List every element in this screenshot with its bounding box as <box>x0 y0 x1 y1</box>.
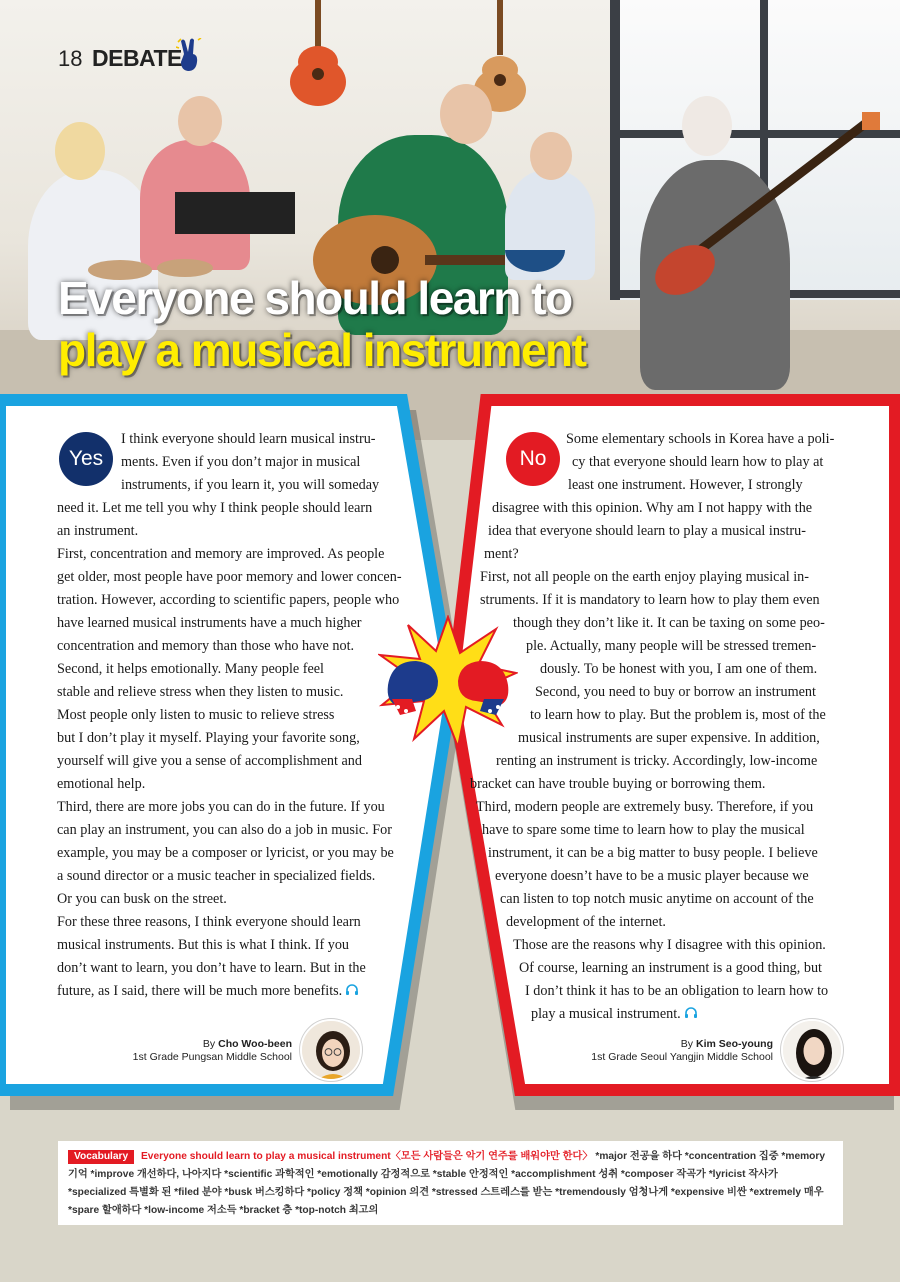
text-line: musical instruments are super expensive. In addition, <box>518 730 820 746</box>
text-line: tration. However, according to scientific papers, people who <box>57 592 400 608</box>
no-byline: By Kim Seo-young 1st Grade Seoul Yangjin Middle School <box>580 1038 773 1064</box>
no-argument <box>460 428 880 1026</box>
headphones-icon <box>684 1007 698 1019</box>
text-line: For these three reasons, I think everyone should learn <box>57 914 361 930</box>
text-line: development of the internet. <box>506 914 666 930</box>
text-line: Second, it helps emotionally. Many people feel <box>57 661 324 677</box>
text-line: I think everyone should learn musical instru- <box>121 431 376 447</box>
vocabulary-tag: Vocabulary <box>68 1150 134 1164</box>
text-line: idea that everyone should learn to play a musical instru- <box>488 523 806 539</box>
no-author: Kim Seo-young <box>695 1038 773 1050</box>
text-line: Of course, learning an instrument is a good thing, but <box>519 960 823 976</box>
text-line: instruments, if you learn it, you will someday <box>121 477 380 493</box>
text-line: musical instruments. But this is what I think. If you <box>57 937 350 953</box>
victory-hand-icon <box>176 38 204 72</box>
text-line: bracket can have trouble buying or borrowing them. <box>470 776 766 792</box>
bass-guitar-illustration <box>640 110 890 310</box>
text-line: can listen to top notch music anytime on account of the <box>500 891 814 907</box>
text-line: Or you can busk on the street. <box>57 891 227 907</box>
text-line: an instrument. <box>57 523 139 539</box>
text-line: struments. If it is mandatory to learn how to play them even <box>480 592 820 608</box>
yes-author-avatar <box>300 1019 362 1081</box>
text-line: cy that everyone should learn how to play at <box>572 454 824 470</box>
vocabulary-entries: *major 전공을 하다 *concentration 집중 *memory 기억 *improve 개선하다, 나아지다 *scientific 과학적인 *emotionally 감정적으로 *stable 안정적인 *accomplishment 성취 *composer 작곡가 *lyricist 작사가 *specialized 특별화 된 *filed 분야 *busk 버스킹하다 *policy 정책 *opinion 의견 *stressed 스트레스를 받는 *tremendously 엄청나게 *expensive 비싼 *extremely 매우 *spare 할애하다 *low-income 저소득 *bracket 층 *top-notch 최고의 <box>68 1151 826 1216</box>
text-line: have learned musical instruments have a much higher <box>57 615 362 631</box>
text-line: need it. Let me tell you why I think people should learn <box>57 500 373 516</box>
text-line: Third, there are more jobs you can do in the future. If you <box>57 799 385 815</box>
text-line: future, as I said, there will be much more benefits. <box>57 980 440 1003</box>
text-line: Those are the reasons why I disagree with this opinion. <box>513 937 826 953</box>
text-line: I don’t think it has to be an obligation to learn how to <box>525 983 829 999</box>
text-line: can play an instrument, you can also do a job in music. For <box>57 822 392 838</box>
title-line-2: play a musical instrument <box>58 324 586 376</box>
no-author-avatar <box>781 1019 843 1081</box>
text-line: First, not all people on the earth enjoy playing musical in- <box>480 569 810 585</box>
text-line: have to spare some time to learn how to play the musical <box>482 822 805 838</box>
text-line: renting an instrument is tricky. Accordingly, low-income <box>496 753 818 769</box>
text-line: play a musical instrument. <box>531 1003 880 1026</box>
text-line: ment? <box>484 546 519 562</box>
yes-argument <box>0 428 440 1003</box>
text-line: Some elementary schools in Korea have a poli- <box>566 431 835 447</box>
title-line-1: Everyone should learn to <box>58 272 572 324</box>
text-line: dously. To be honest with you, I am one of them. <box>540 661 818 677</box>
text-line: everyone doesn’t have to be a music player because we <box>495 868 809 884</box>
text-line: least one instrument. However, I strongly <box>568 477 803 493</box>
vocabulary-box <box>58 1141 843 1225</box>
text-line: example, you may be a composer or lyricist, or you may be <box>57 845 394 861</box>
text-line: Third, modern people are extremely busy. Therefore, if you <box>476 799 814 815</box>
yes-badge: Yes <box>59 432 113 486</box>
text-line: Most people only listen to music to relieve stress <box>57 707 335 723</box>
headphones-icon <box>345 984 359 996</box>
text-line: don’t want to learn, you don’t have to learn. But in the <box>57 960 366 976</box>
text-line: concentration and memory than those who have not. <box>57 638 355 654</box>
text-line: Second, you need to buy or borrow an instrument <box>535 684 816 700</box>
text-line: but I don’t play it myself. Playing your favorite song, <box>57 730 360 746</box>
wall-guitars-illustration <box>280 0 540 130</box>
text-line: ple. Actually, many people will be stressed tremen- <box>526 638 817 654</box>
page-title <box>58 272 585 376</box>
text-line: to learn how to play. But the problem is, most of the <box>530 707 826 723</box>
section-label: DEBATE <box>92 45 182 71</box>
no-badge: No <box>506 432 560 486</box>
text-line: instrument, it can be a big matter to busy people. I believe <box>488 845 818 861</box>
text-line: yourself will give you a sense of accomplishment and <box>57 753 362 769</box>
text-line: a sound director or a music teacher in specialized fields. <box>57 868 376 884</box>
text-line: get older, most people have poor memory and lower concen- <box>57 569 402 585</box>
yes-school: 1st Grade Pungsan Middle School <box>132 1051 292 1063</box>
yes-author: Cho Woo-been <box>218 1038 292 1050</box>
text-line: ments. Even if you don’t major in musical <box>121 454 361 470</box>
page-number: 18 <box>58 46 83 71</box>
music-stand-illustration <box>175 192 295 234</box>
text-line: emotional help. <box>57 776 146 792</box>
text-line: First, concentration and memory are improved. As people <box>57 546 385 562</box>
text-line: stable and relieve stress when they listen to music. <box>57 684 344 700</box>
header-photo <box>0 0 900 440</box>
text-line: disagree with this opinion. Why am I not happy with the <box>492 500 813 516</box>
vocabulary-headword: Everyone should learn to play a musical instrument〈모든 사람들은 악기 연주를 배워야만 한다〉 <box>141 1151 593 1162</box>
yes-byline: By Cho Woo-been 1st Grade Pungsan Middle School <box>130 1038 292 1064</box>
no-school: 1st Grade Seoul Yangjin Middle School <box>591 1051 773 1063</box>
text-line: though they don’t like it. It can be taxing on some peo- <box>513 615 825 631</box>
